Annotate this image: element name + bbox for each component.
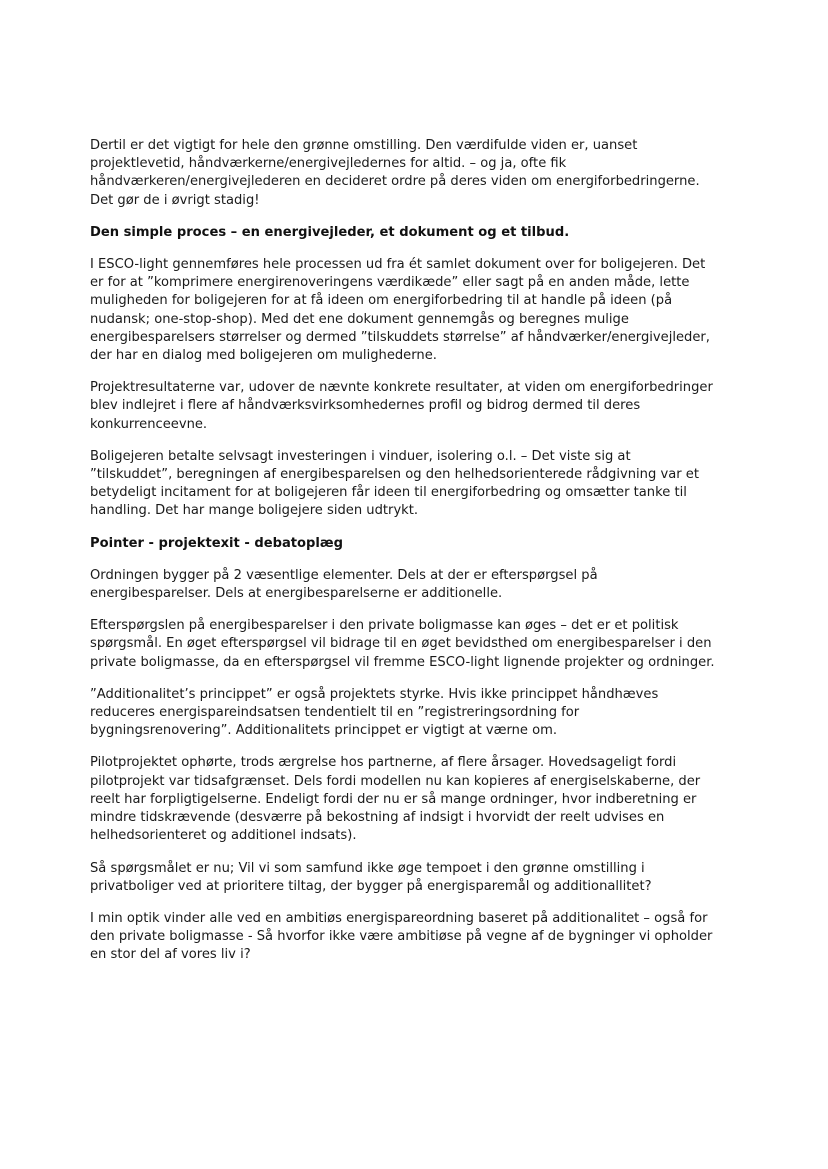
text-line: energibesparelsers størrelser og dermed ”tilskuddets størrelse” af håndværker/energivejleder, xyxy=(90,329,710,345)
text-line: energibesparelser. Dels at energibesparelserne er additionelle. xyxy=(90,586,503,602)
text-line: I ESCO-light gennemføres hele processen ud fra ét samlet dokument over for boligejeren. Det xyxy=(90,257,706,273)
text-line: spørgsmål. En øget efterspørgsel vil bidrage til en øget bevidsthed om energibesparelser i den xyxy=(90,636,712,652)
paragraph xyxy=(90,617,730,672)
paragraph xyxy=(90,910,730,965)
text-line: Boligejeren betalte selvsagt investeringen i vinduer, isolering o.l. – Det viste sig at xyxy=(90,448,631,464)
text-line: Det gør de i øvrigt stadig! xyxy=(90,192,260,208)
text-line: Dertil er det vigtigt for hele den grønne omstilling. Den værdifulde viden er, uanset xyxy=(90,138,638,153)
text-line: reelt har forpligtigelserne. Endeligt fordi der nu er så mange ordninger, hvor indberetning er xyxy=(90,791,697,807)
section-heading: Den simple proces – en energivejleder, et dokument og et tilbud. xyxy=(90,224,570,240)
paragraph xyxy=(90,686,730,741)
text-line: I min optik vinder alle ved en ambitiøs energispareordning baseret på additionalitet – også for xyxy=(90,910,708,926)
document-body xyxy=(90,137,730,979)
text-line: ”Additionalitet’s princippet” er også projektets styrke. Hvis ikke princippet håndhæves xyxy=(90,686,659,702)
text-line: håndværkeren/energivejlederen en decideret ordre på deres viden om energiforbedringerne. xyxy=(90,174,700,190)
paragraph xyxy=(90,567,730,603)
paragraph xyxy=(90,137,730,210)
text-line: den private boligmasse - Så hvorfor ikke være ambitiøse på vegne af de bygninger vi opholder xyxy=(90,929,713,945)
text-line: pilotprojekt var tidsafgrænset. Dels fordi modellen nu kan kopieres af energiselskaberne, der xyxy=(90,773,701,789)
text-line: Ordningen bygger på 2 væsentlige elementer. Dels at der er efterspørgsel på xyxy=(90,567,598,583)
text-line: Efterspørgslen på energibesparelser i den private boligmasse kan øges – det er et politisk xyxy=(90,618,679,634)
text-line: en stor del af vores liv i? xyxy=(90,947,251,963)
text-line: projektlevetid, håndværkerne/energivejledernes for altid. – og ja, ofte fik xyxy=(90,156,567,172)
text-line: nudansk; one-stop-shop). Med det ene dokument gennemgås og beregnes mulige xyxy=(90,311,629,327)
paragraph xyxy=(90,379,730,434)
paragraph xyxy=(90,256,730,365)
text-line: privatboliger ved at prioritere tiltag, der bygger på energisparemål og additionallitet? xyxy=(90,878,652,894)
text-line: er for at ”komprimere energirenoveringens værdikæde” eller sagt på en anden måde, lette xyxy=(90,275,690,291)
text-line: private boligmasse, da en efterspørgsel vil fremme ESCO-light lignende projekter og ordninger. xyxy=(90,654,715,670)
text-line: Pilotprojektet ophørte, trods ærgrelse hos partnerne, af flere årsager. Hovedsageligt fordi xyxy=(90,755,677,771)
text-line: helhedsorienteret og additionel indsats). xyxy=(90,828,357,844)
section-heading: Pointer - projektexit - debatoplæg xyxy=(90,535,344,551)
text-line: Så spørgsmålet er nu; Vil vi som samfund ikke øge tempoet i den grønne omstilling i xyxy=(90,860,645,876)
text-line: der har en dialog med boligejeren om mulighederne. xyxy=(90,348,437,364)
text-line: handling. Det har mange boligejere siden udtrykt. xyxy=(90,503,419,519)
paragraph xyxy=(90,754,730,845)
text-line: bygningsrenovering”. Additionalitets princippet er vigtigt at værne om. xyxy=(90,723,558,739)
text-line: blev indlejret i flere af håndværksvirksomhedernes profil og bidrog dermed til deres xyxy=(90,398,641,414)
text-line: reduceres energispareindsatsen tendentielt til en ”registreringsordning for xyxy=(90,705,580,721)
text-line: mindre tidskrævende (desværre på bekostning af indsigt i hvorvidt der reelt udvises en xyxy=(90,810,665,826)
paragraph xyxy=(90,448,730,521)
text-line: muligheden for boligejeren for at få ideen om energiforbedring til at handle på ideen (på xyxy=(90,293,673,309)
text-line: betydeligt incitament for at boligejeren får ideen til energiforbedring og omsætter tanke til xyxy=(90,485,687,501)
paragraph xyxy=(90,860,730,896)
text-line: konkurrenceevne. xyxy=(90,416,208,432)
text-line: Projektresultaterne var, udover de nævnte konkrete resultater, at viden om energiforbedringer xyxy=(90,380,713,396)
text-line: ”tilskuddet”, beregningen af energibesparelsen og den helhedsorienterede rådgivning var et xyxy=(90,467,699,483)
